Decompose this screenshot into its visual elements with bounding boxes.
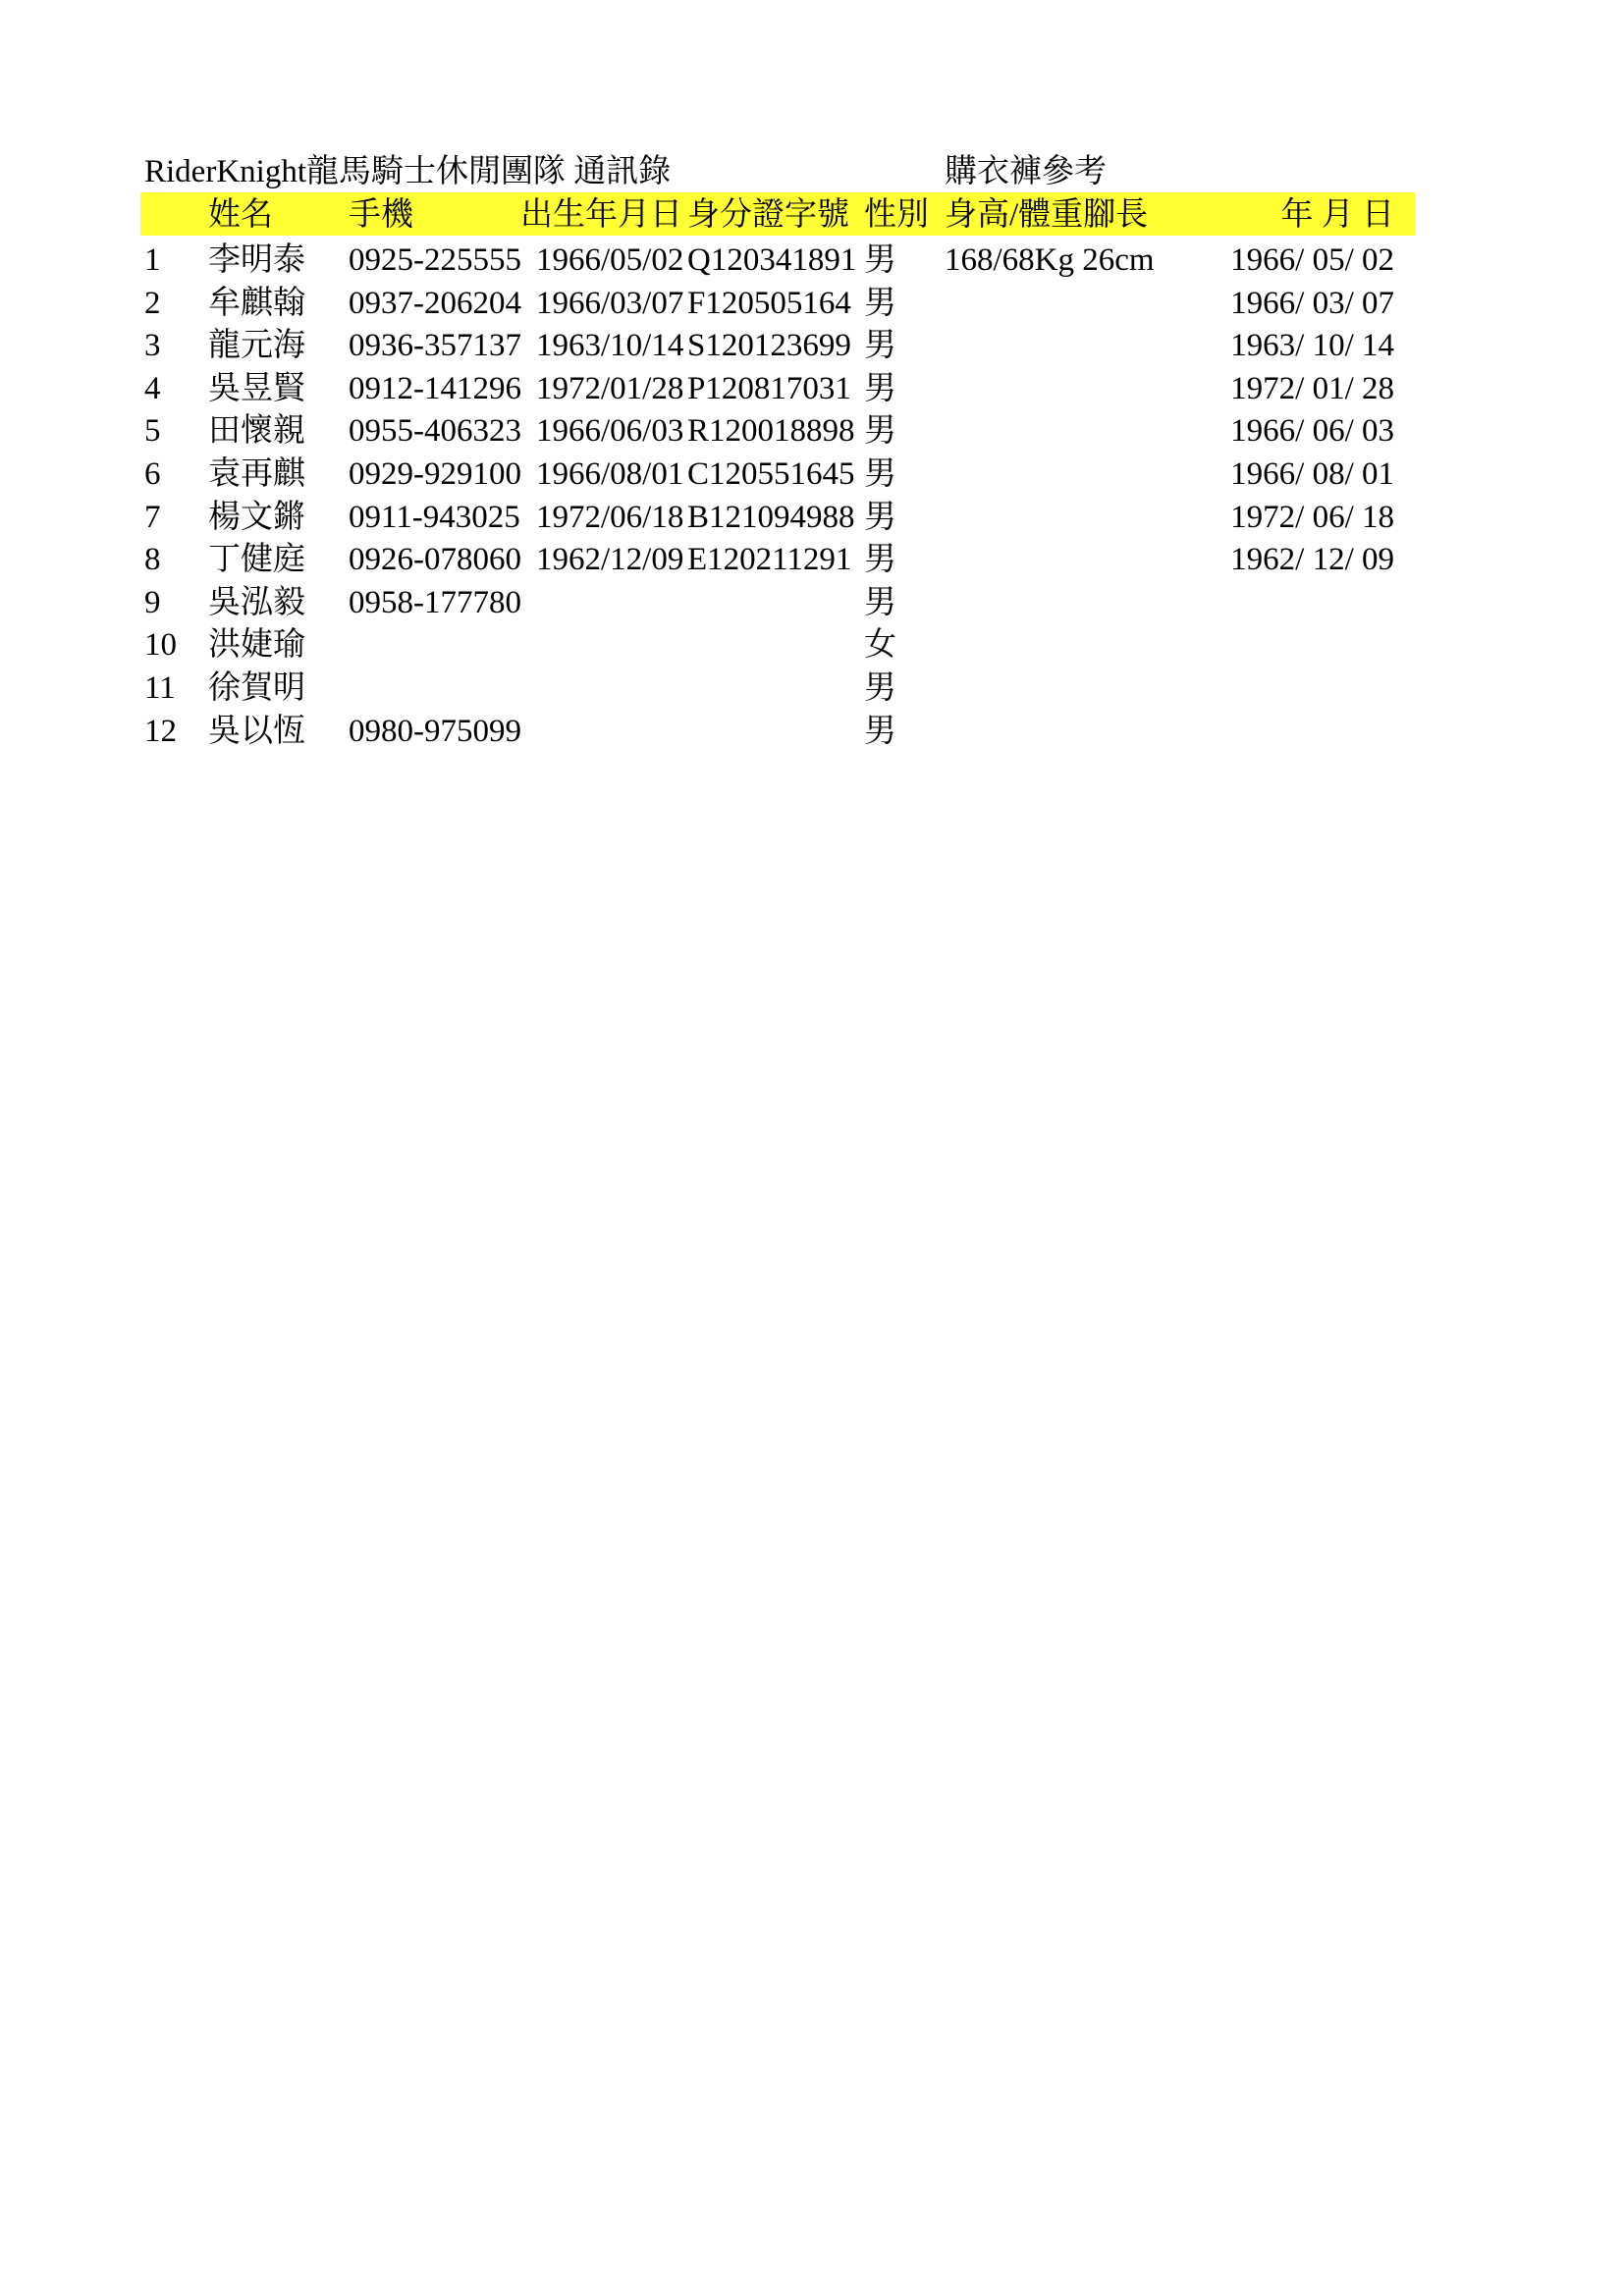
gender-cell: 男 (864, 328, 896, 363)
ymd-cell: 1966/ 06/ 03 (1230, 413, 1394, 449)
header-birth-date: 出生年月日 (520, 197, 682, 233)
name-cell: 牟麒翰 (208, 286, 305, 321)
measurements-cell: 168/68Kg 26cm (945, 242, 1155, 278)
id-number-cell: Q120341891 (687, 242, 857, 278)
section-label: 購衣褲參考 (945, 154, 1107, 189)
row-number-cell: 9 (144, 585, 161, 620)
row-number-cell: 4 (144, 371, 161, 406)
birth-date-cell: 1972/06/18 (536, 500, 684, 535)
mobile-cell: 0912-141296 (349, 371, 521, 406)
id-number-cell: P120817031 (687, 371, 851, 406)
mobile-cell: 0937-206204 (349, 286, 521, 321)
name-cell: 洪婕瑜 (208, 627, 305, 663)
row-number-cell: 7 (144, 500, 161, 535)
mobile-cell: 0936-357137 (349, 328, 521, 363)
name-cell: 吳昱賢 (208, 371, 305, 406)
id-number-cell: E120211291 (687, 542, 852, 577)
gender-cell: 男 (864, 286, 896, 321)
gender-cell: 男 (864, 585, 896, 620)
ymd-cell: 1966/ 05/ 02 (1230, 242, 1394, 278)
mobile-cell: 0926-078060 (349, 542, 521, 577)
mobile-cell: 0955-406323 (349, 413, 521, 449)
name-cell: 田懷親 (208, 413, 305, 449)
gender-cell: 男 (864, 714, 896, 749)
id-number-cell: R120018898 (687, 413, 855, 449)
ymd-cell: 1962/ 12/ 09 (1230, 542, 1394, 577)
mobile-cell: 0958-177780 (349, 585, 521, 620)
row-number-cell: 3 (144, 328, 161, 363)
header-id-number: 身分證字號 (687, 197, 849, 233)
id-number-cell: S120123699 (687, 328, 851, 363)
header-gender: 性別 (864, 197, 929, 233)
ymd-cell: 1966/ 08/ 01 (1230, 456, 1394, 492)
birth-date-cell: 1966/08/01 (536, 456, 684, 492)
mobile-cell: 0980-975099 (349, 714, 521, 749)
name-cell: 吳以恆 (208, 714, 305, 749)
gender-cell: 男 (864, 371, 896, 406)
ymd-cell: 1972/ 06/ 18 (1230, 500, 1394, 535)
row-number-cell: 5 (144, 413, 161, 449)
gender-cell: 男 (864, 242, 896, 278)
name-cell: 龍元海 (208, 328, 305, 363)
gender-cell: 男 (864, 670, 896, 706)
ymd-cell: 1972/ 01/ 28 (1230, 371, 1394, 406)
row-number-cell: 8 (144, 542, 161, 577)
id-number-cell: B121094988 (687, 500, 855, 535)
birth-date-cell: 1966/03/07 (536, 286, 684, 321)
name-cell: 楊文鏘 (208, 500, 305, 535)
mobile-cell: 0929-929100 (349, 456, 521, 492)
gender-cell: 男 (864, 413, 896, 449)
row-number-cell: 6 (144, 456, 161, 492)
name-cell: 吳泓毅 (208, 585, 305, 620)
header-name: 姓名 (208, 197, 273, 233)
name-cell: 李明泰 (208, 242, 305, 278)
id-number-cell: F120505164 (687, 286, 851, 321)
birth-date-cell: 1966/05/02 (536, 242, 684, 278)
gender-cell: 男 (864, 542, 896, 577)
birth-date-cell: 1963/10/14 (536, 328, 684, 363)
name-cell: 丁健庭 (208, 542, 305, 577)
header-measurements: 身高/體重腳長 (945, 197, 1149, 233)
mobile-cell: 0925-225555 (349, 242, 521, 278)
header-mobile: 手機 (349, 197, 413, 233)
ymd-cell: 1963/ 10/ 14 (1230, 328, 1394, 363)
ymd-cell: 1966/ 03/ 07 (1230, 286, 1394, 321)
gender-cell: 男 (864, 500, 896, 535)
row-number-cell: 10 (144, 627, 177, 663)
birth-date-cell: 1962/12/09 (536, 542, 684, 577)
row-number-cell: 12 (144, 714, 177, 749)
id-number-cell: C120551645 (687, 456, 855, 492)
row-number-cell: 2 (144, 286, 161, 321)
birth-date-cell: 1972/01/28 (536, 371, 684, 406)
header-ymd: 年 月 日 (1280, 197, 1394, 233)
row-number-cell: 11 (144, 670, 176, 706)
row-number-cell: 1 (144, 242, 161, 278)
gender-cell: 男 (864, 456, 896, 492)
birth-date-cell: 1966/06/03 (536, 413, 684, 449)
name-cell: 徐賀明 (208, 670, 305, 706)
gender-cell: 女 (864, 627, 896, 663)
mobile-cell: 0911-943025 (349, 500, 520, 535)
name-cell: 袁再麒 (208, 456, 305, 492)
document-title: RiderKnight龍馬騎士休閒團隊 通訊錄 (144, 154, 672, 189)
